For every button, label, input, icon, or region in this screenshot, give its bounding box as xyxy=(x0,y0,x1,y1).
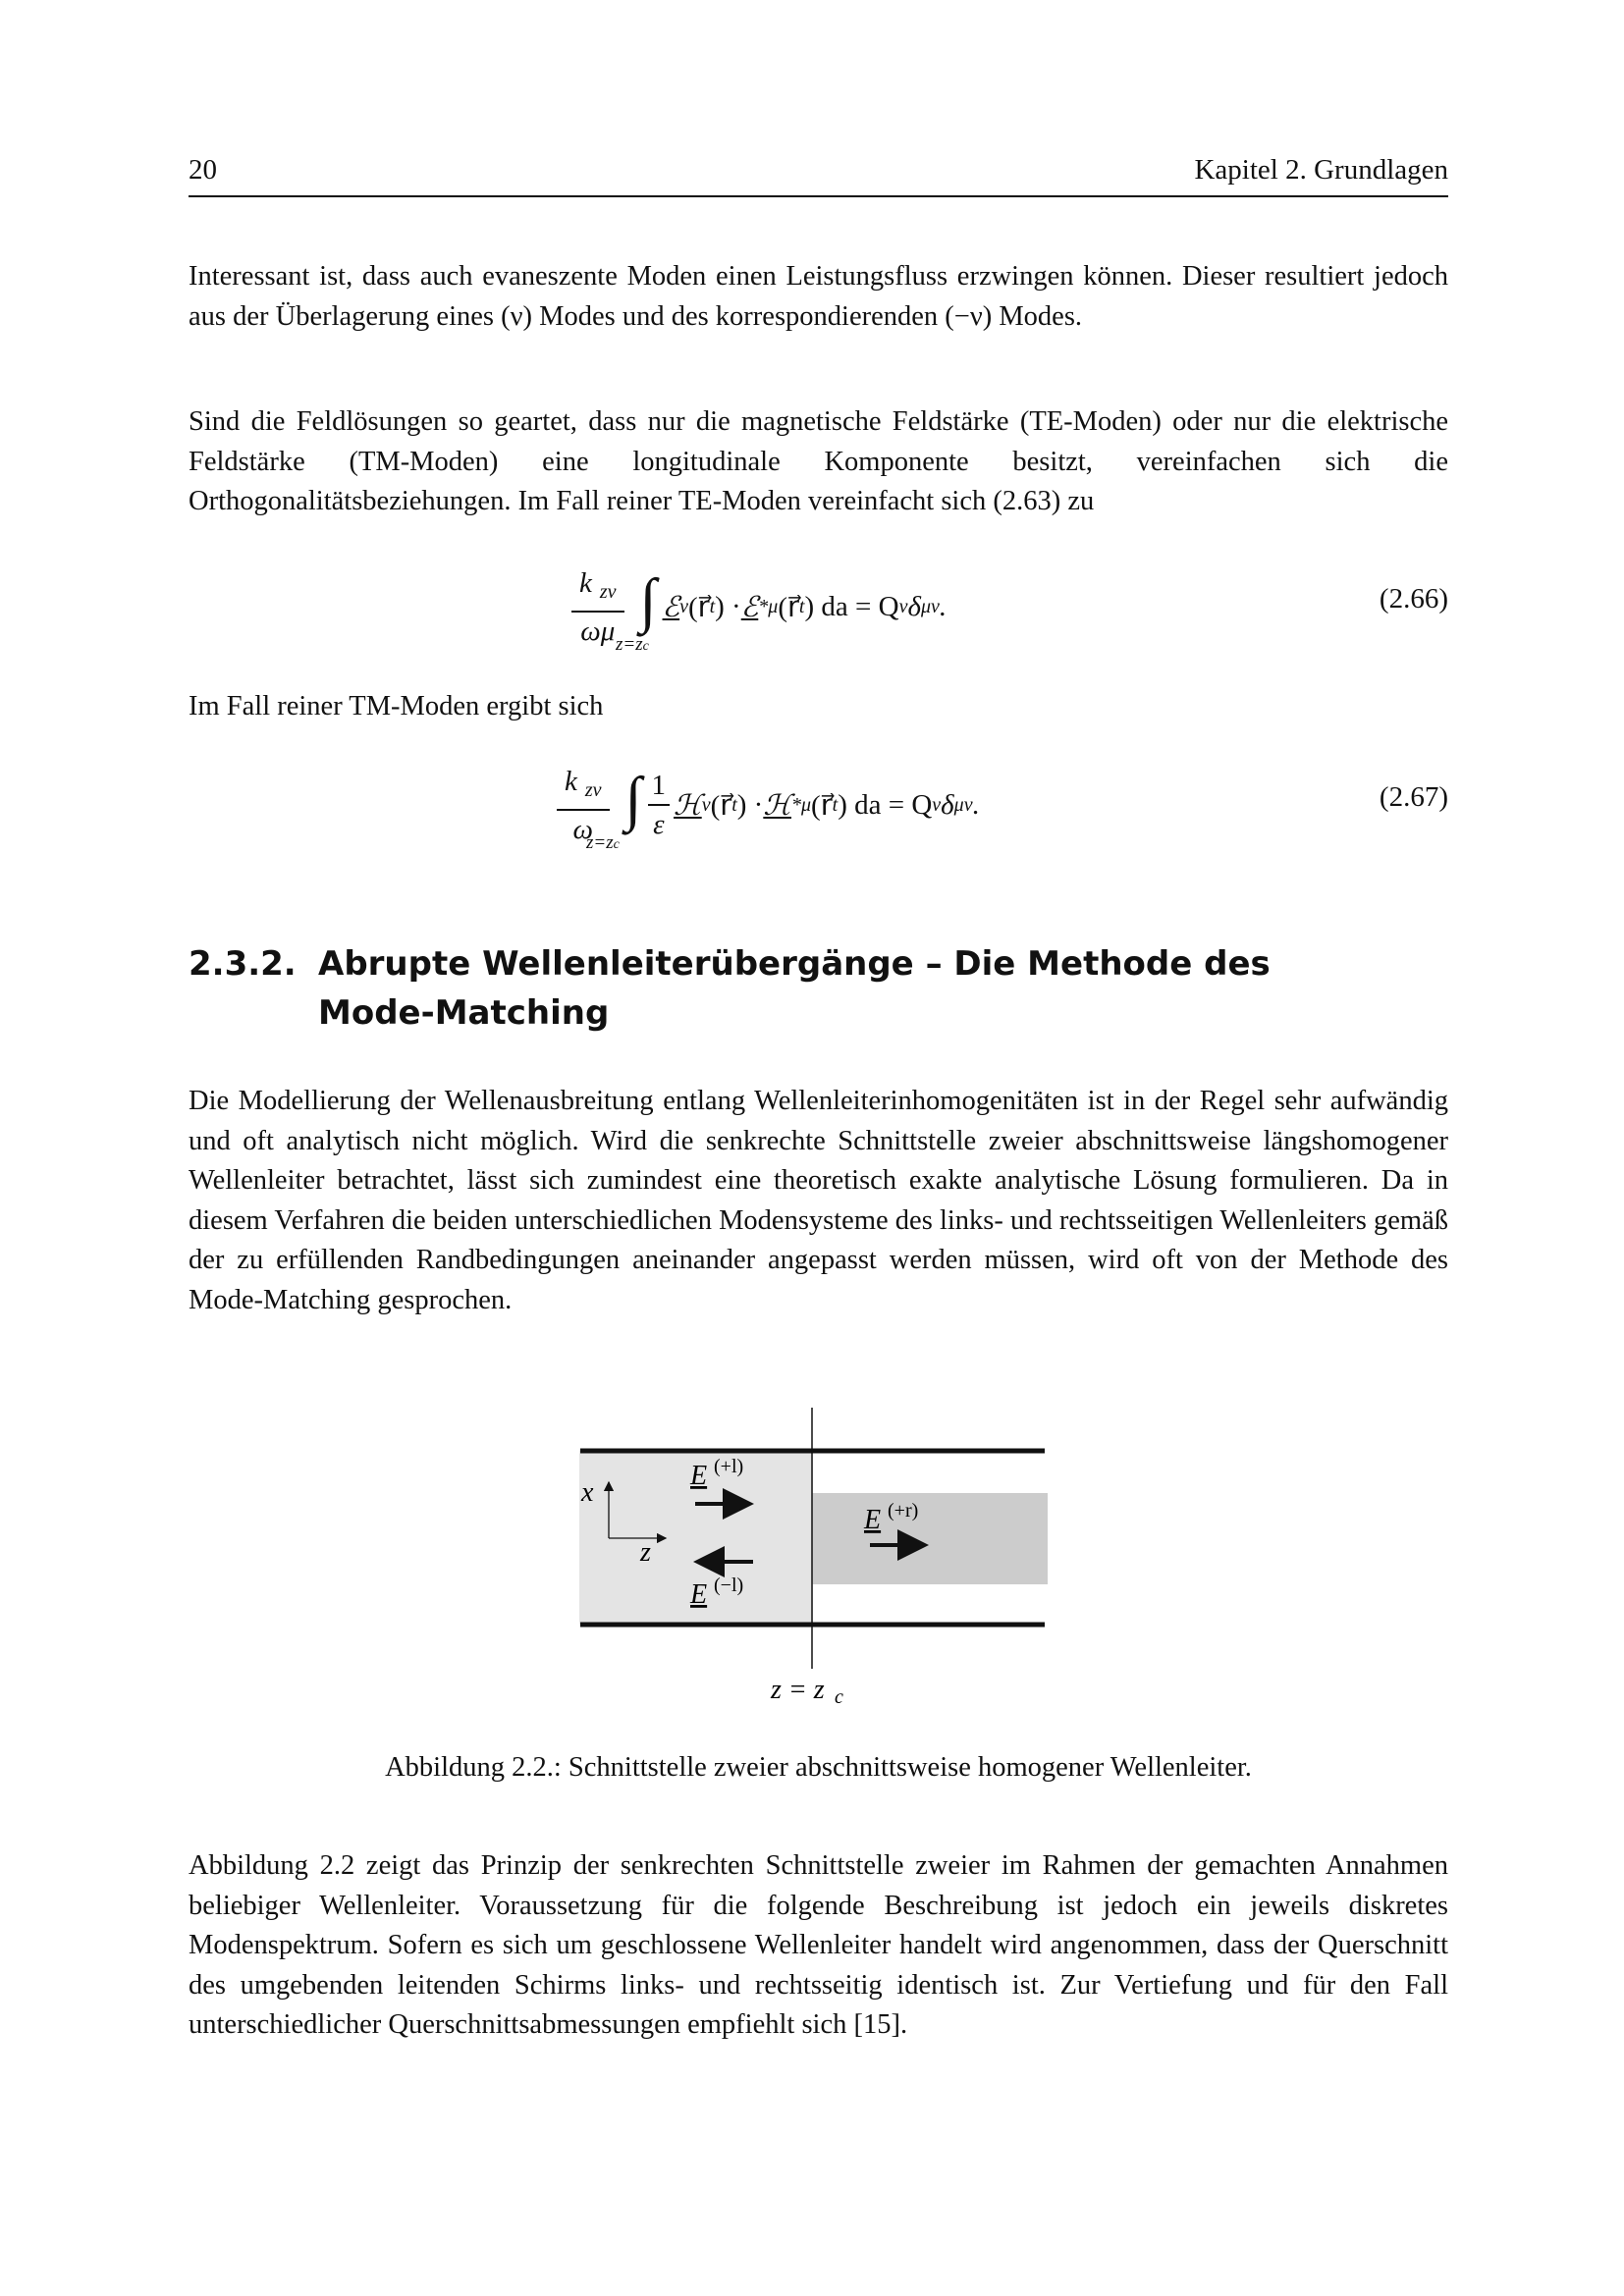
svg-text:E: E xyxy=(690,1461,708,1491)
integral-sign: ∫ xyxy=(624,765,642,832)
svg-text:E: E xyxy=(690,1579,708,1610)
page-header xyxy=(189,152,1448,197)
section-title: Abrupte Wellenleiterübergänge – Die Methode des Mode-Matching xyxy=(318,944,1271,1033)
paragraph-5: Abbildung 2.2 zeigt das Prinzip der senkrechten Schnittstelle zweier im Rahmen der gemachten Annahmen beliebiger Wellenleiter. Voraussetzung für die folgende Beschreibung ist jedoch ein jeweils diskretes Modenspektrum. Sofern es sich um geschlossene Wellenleiter handelt wird angenommen, dass der Querschnitt des umgebenden leitenden Schirms links- und rechtsseitig identisch ist. Zur Vertiefung und für den Fall unterschiedlicher Querschnittsabmessungen empfiehlt sich [15]. xyxy=(189,1850,1448,2040)
integral-sign: ∫ xyxy=(639,566,657,634)
svg-text:(+r): (+r) xyxy=(888,1500,919,1522)
equation-2-66: $\frac{k _{z\nu}}{\omega\mu}$ ∫ z=zc ℰ ν (r⃗ t ) · ℰ * μ (r⃗ t ) da = Q ν δ μν . (2.66) xyxy=(189,558,1448,656)
fraction: $\frac{k _{z\nu}}{\omega\mu}$ xyxy=(571,564,624,650)
x-label: x xyxy=(581,1477,594,1508)
svg-text:E: E xyxy=(864,1505,882,1535)
page-number: 20 xyxy=(189,154,217,186)
figure-caption: Abbildung 2.2.: Schnittstelle zweier abschnittsweise homogener Wellenleiter. xyxy=(385,1752,1252,1783)
svg-text:c: c xyxy=(835,1686,843,1708)
svg-text:z = z: z = z xyxy=(771,1675,825,1705)
equation-2-67: $\frac{k _{z\nu}}{\omega}$ ∫ z=zc $\frac{1}{\varepsilon}$ ℋ ν (r⃗ t ) · ℋ * μ (r⃗ t ) da = Q ν δ μν . (2.67) xyxy=(189,756,1448,854)
svg-text:(−l): (−l) xyxy=(714,1575,744,1596)
interface-label xyxy=(770,1675,843,1708)
equation-number: (2.66) xyxy=(1379,583,1448,614)
section-heading xyxy=(189,939,1448,1038)
paragraph-2: Sind die Feldlösungen so geartet, dass nur die magnetische Feldstärke (TE-Moden) oder nur die elektrische Feldstärke (TM-Moden) eine longitudinale Komponente besitzt, vereinfachen sich die Orthogonalitätsbeziehungen. Im Fall reiner TE-Moden vereinfacht sich (2.63) zu xyxy=(189,406,1448,516)
fraction: $\frac{k _{z\nu}}{\omega}$ xyxy=(557,763,610,848)
paragraph-1: Interessant ist, dass auch evaneszente Moden einen Leistungsfluss erzwingen können. Dieser resultiert jedoch aus der Überlagerung eines (ν) Modes und des korrespondierenden (−ν) Modes. xyxy=(189,261,1448,332)
right-waveguide-core xyxy=(812,1493,1048,1584)
chapter-title: Kapitel 2. Grundlagen xyxy=(1194,154,1448,186)
waveguide-figure xyxy=(550,1399,1080,1723)
equation-number: (2.67) xyxy=(1379,781,1448,813)
section-number: 2.3.2. xyxy=(189,944,297,984)
paragraph-3: Im Fall reiner TM-Moden ergibt sich xyxy=(189,691,604,721)
svg-text:(+l): (+l) xyxy=(714,1456,744,1477)
z-label: z xyxy=(640,1537,651,1568)
paragraph-4: Die Modellierung der Wellenausbreitung entlang Wellenleiterinhomogenitäten ist in der Regel sehr aufwändig und oft analytisch nicht möglich. Wird die senkrechte Schnittstelle zweier abschnittsweise längshomogener Wellenleiter betrachtet, lässt sich zumindest eine theoretisch exakte analytische Lösung formulieren. Da in diesem Verfahren die beiden unterschiedlichen Modensysteme des links- und rechtsseitigen Wellenleiters gemäß der zu erfüllenden Randbedingungen aneinander angepasst werden müssen, wird oft von der Methode des Mode-Matching gesprochen. xyxy=(189,1086,1448,1315)
